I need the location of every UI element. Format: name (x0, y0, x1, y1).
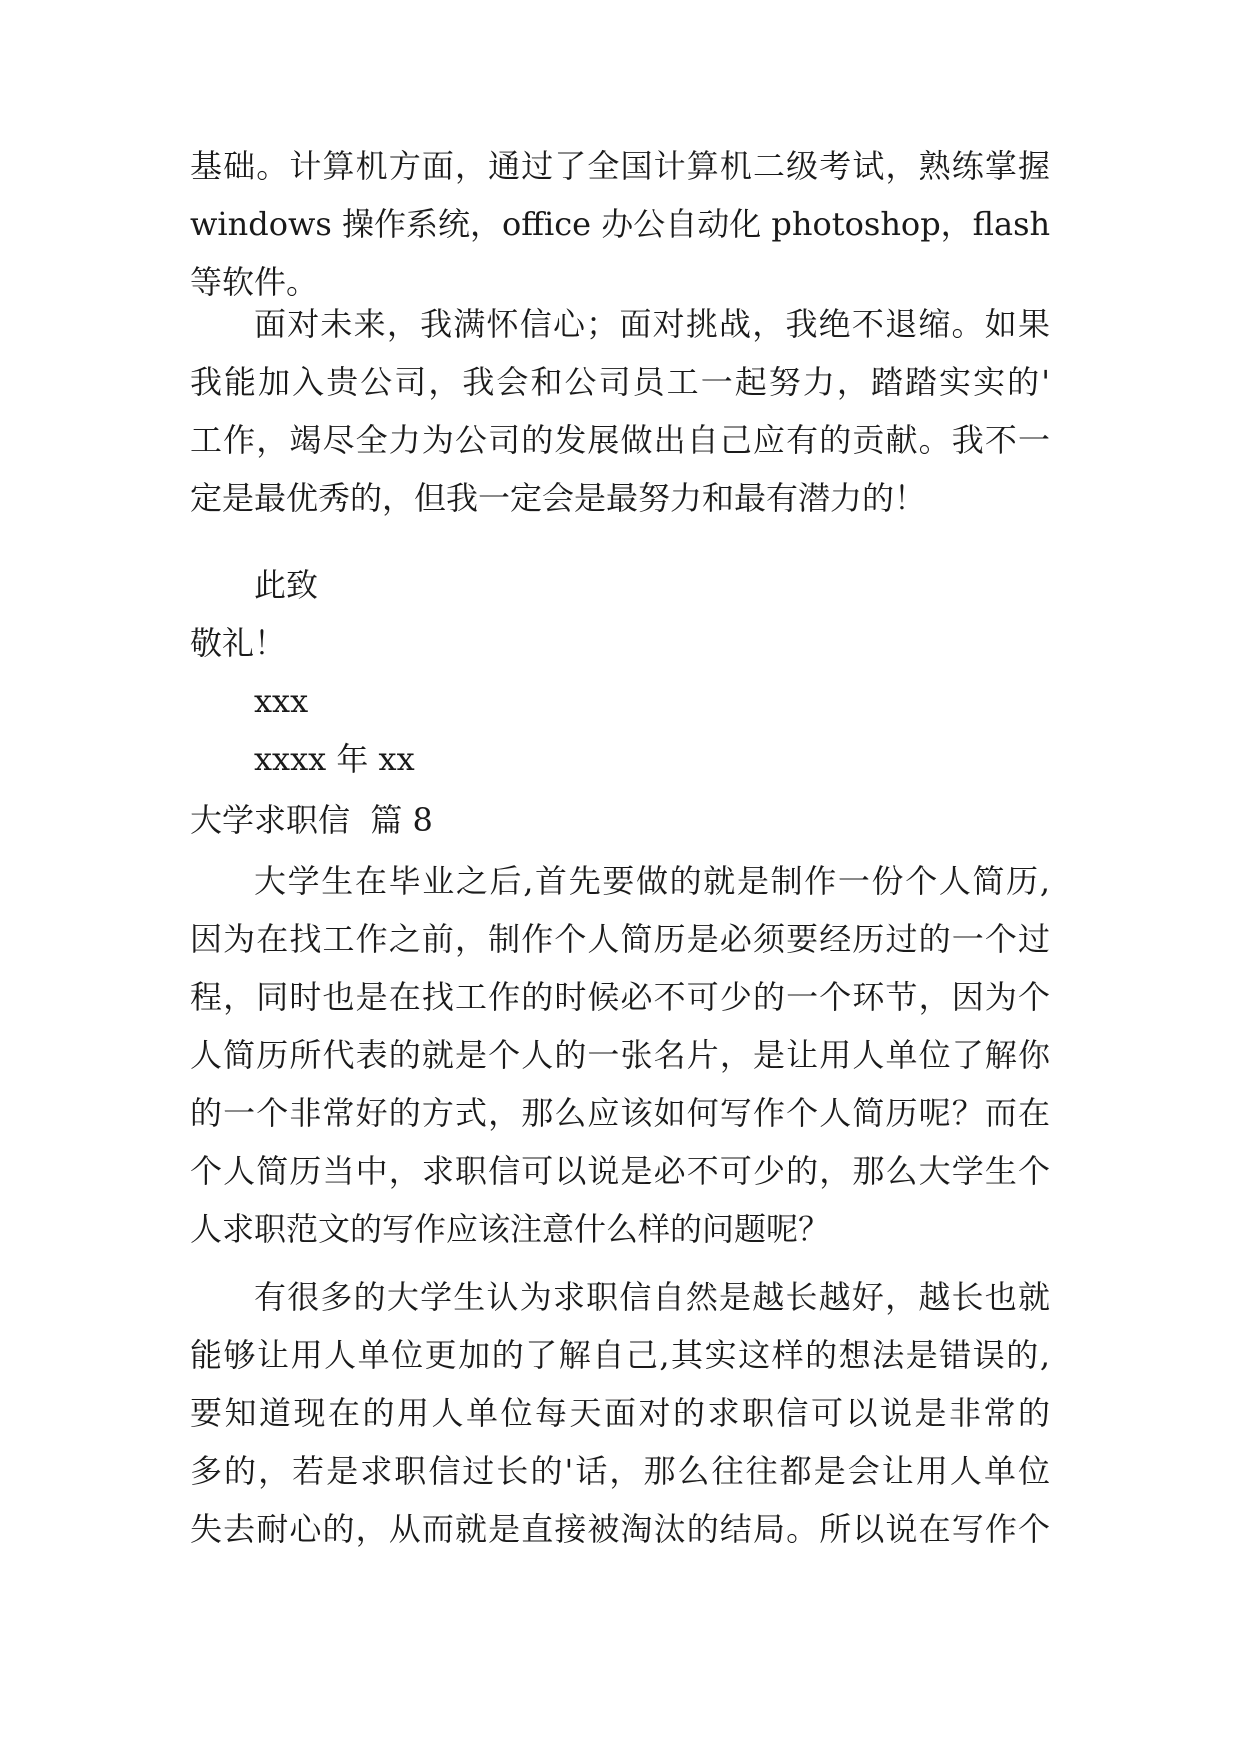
text-line: 大学生在毕业之后,首先要做的就是制作一份个人简历, (254, 862, 1050, 900)
text-line: 工作，竭尽全力为公司的发展做出自己应有的贡献。我不一 (190, 421, 1050, 459)
paragraph-resume (190, 852, 1050, 1258)
text-line: 我能加入贵公司，我会和公司员工一起努力，踏踏实实的' (190, 363, 1050, 401)
letter-closing (190, 556, 1050, 788)
closing-regards: 敬礼！ (190, 624, 287, 662)
text-line: 个人简历当中，求职信可以说是必不可少的，那么大学生个 (190, 1152, 1050, 1190)
signature-date: xxxx 年 xx (254, 740, 415, 778)
text-line: 面对未来，我满怀信心；面对挑战，我绝不退缩。如果 (254, 305, 1050, 343)
section-heading-block (190, 791, 1050, 849)
text-line: 要知道现在的用人单位每天面对的求职信可以说是非常的 (190, 1394, 1050, 1432)
text-line: 人简历所代表的就是个人的一张名片，是让用人单位了解你 (190, 1036, 1050, 1074)
closing-salutation: 此致 (254, 566, 319, 604)
text-line: 的一个非常好的方式，那么应该如何写作个人简历呢？而在 (190, 1094, 1050, 1132)
section-heading: 大学求职信 篇 8 (190, 801, 433, 839)
text-line: 基础。计算机方面，通过了全国计算机二级考试，熟练掌握 (190, 147, 1050, 185)
text-line: 程，同时也是在找工作的时候必不可少的一个环节，因为个 (190, 978, 1050, 1016)
text-line: 人求职范文的写作应该注意什么样的问题呢？ (190, 1210, 831, 1248)
paragraph-computer-skills (190, 137, 1050, 311)
text-line: 有很多的大学生认为求职信自然是越长越好，越长也就 (254, 1278, 1050, 1316)
text-line: 失去耐心的，从而就是直接被淘汰的结局。所以说在写作个 (190, 1510, 1050, 1548)
text-line: windows 操作系统，office 办公自动化 photoshop，flash (190, 205, 1050, 243)
paragraph-length (190, 1268, 1050, 1558)
text-line: 能够让用人单位更加的了解自己,其实这样的想法是错误的, (190, 1336, 1050, 1374)
text-line: 等软件。 (190, 263, 319, 301)
text-line: 多的，若是求职信过长的'话，那么往往都是会让用人单位 (190, 1452, 1050, 1490)
text-line: 因为在找工作之前，制作个人简历是必须要经历过的一个过 (190, 920, 1050, 958)
signature-name: xxx (254, 682, 309, 720)
text-line: 定是最优秀的，但我一定会是最努力和最有潜力的！ (190, 479, 927, 517)
paragraph-future (190, 295, 1050, 527)
